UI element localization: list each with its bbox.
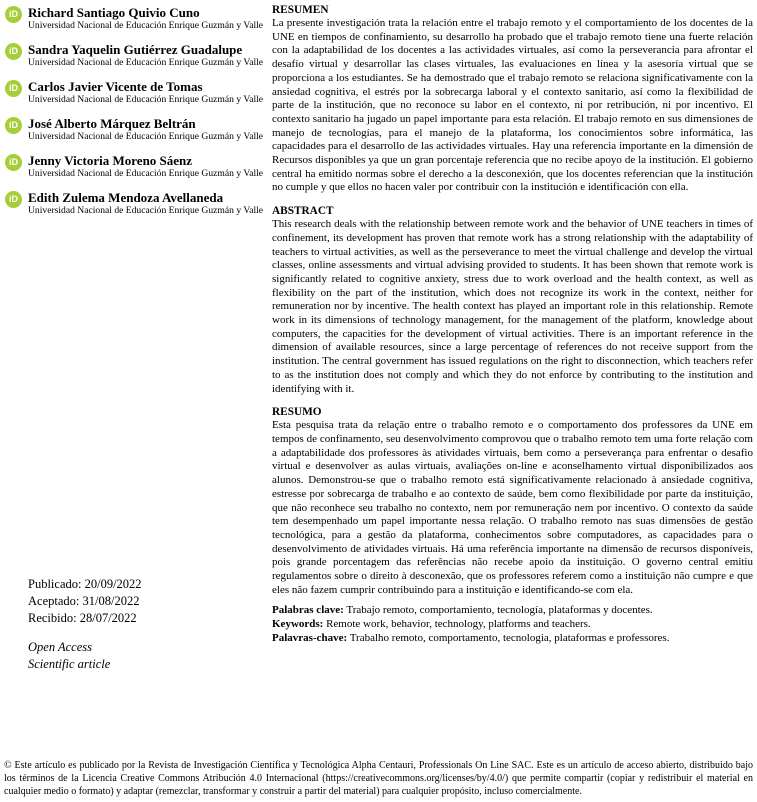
- orcid-icon[interactable]: iD: [5, 154, 22, 171]
- palabras-clave-text: Trabajo remoto, comportamiento, tecnología, plataformas y docentes.: [346, 604, 653, 617]
- keywords-block: [272, 604, 753, 645]
- palavras-chave-line: [272, 632, 753, 646]
- palavras-chave-text: Trabalho remoto, comportamento, tecnologia, plataformas e professores.: [349, 631, 670, 644]
- author-entry: [5, 6, 267, 31]
- keywords-line: [272, 618, 753, 632]
- palabras-clave-line: [272, 604, 753, 618]
- palavras-chave-label: Palavras-chave:: [272, 631, 348, 644]
- author-affiliation: Universidad Nacional de Educación Enrique Guzmán y Valle: [28, 131, 264, 142]
- abstract-heading: ABSTRACT: [272, 205, 334, 218]
- section-abstract: [272, 204, 753, 396]
- author-text: [28, 117, 263, 142]
- resumo-heading: RESUMO: [272, 406, 322, 419]
- author-text: [28, 43, 263, 68]
- author-name: Jenny Victoria Moreno Sáenz: [28, 153, 193, 168]
- abstracts-column: [272, 3, 753, 646]
- author-text: [28, 6, 263, 31]
- open-access-label: Open Access: [28, 640, 92, 654]
- published-date: Publicado: 20/09/2022: [28, 577, 142, 591]
- scientific-article-label: Scientific article: [28, 657, 111, 671]
- author-affiliation: Universidad Nacional de Educación Enrique Guzmán y Valle: [28, 20, 264, 31]
- orcid-icon[interactable]: iD: [5, 191, 22, 208]
- author-entry: [5, 80, 267, 105]
- orcid-icon[interactable]: iD: [5, 80, 22, 97]
- author-entry: [5, 117, 267, 142]
- author-list: [5, 6, 267, 216]
- section-resumen: [272, 3, 753, 195]
- author-entry: [5, 191, 267, 216]
- author-text: [28, 80, 263, 105]
- author-text: [28, 191, 263, 216]
- author-affiliation: Universidad Nacional de Educación Enrique Guzmán y Valle: [28, 168, 264, 179]
- article-dates: [28, 576, 142, 627]
- received-date: Recibido: 28/07/2022: [28, 611, 137, 625]
- section-resumo: [272, 405, 753, 597]
- resumen-body: La presente investigación trata la relación entre el trabajo remoto y el comportamiento de los docentes de la UNE en tiempos de confinamiento, su desarrollo ha probado que el trabajo remoto tiene una fuerte relación con la adaptabilidad de los docentes a las actividades virtuales, así como la perseverancia para afrontar el desafío virtual y desarrollar las clases virtuales, las evaluaciones en línea y la asesoría virtual que se proporciona a los estudiantes. Se ha demostrado que el trabajo remoto se relaciona significativamente con la ansiedad cognitiva, el estrés por la sobrecarga laboral y el contexto sanitario, así como la flexibilidad de parte de la institución, que no reconoce su labor en el contexto, ni por retribución, ni por incentivo. El contexto sanitario ha jugado un papel importante para esta relación. El trabajo remoto en sus dimensiones de manejo de tecnologías, para el manejo de la plataforma, los conocimientos sobre informática, las capacidades para el desarrollo de las actividades virtuales. Hay una referencia importante en la dimensión de Recursos disponibles ya que un gran porcentaje referencia que no recibe apoyo de la institución. El gobierno central ha emitido normas sobre el derecho a la desconexión, que los docentes referencian que la institución no cumple y que ellos no hacen valer por contribuir con la institución e identificación con ella.: [272, 17, 753, 194]
- author-text: [28, 154, 263, 179]
- article-type-block: [28, 639, 110, 673]
- author-name: Edith Zulema Mendoza Avellaneda: [28, 190, 224, 205]
- license-footer: [4, 759, 753, 799]
- license-text: © Este artículo es publicado por la Revista de Investigación Científica y Tecnológica Alpha Centauri, Professionals On Line SAC. Este es un artículo de acceso abierto, distribuido bajo los términos de la Licencia Creative Commons Atribución 4.0 Internacional (https://creativecommons.org/licenses/by/4.0/) que permite compartir (copiar y redistribuir el material en cualquier medio o formato) y adaptar (remezclar, transformar y construir a partir del material) para cualquier propósito, incluso comercialmente.: [4, 760, 753, 798]
- keywords-label: Keywords:: [272, 618, 324, 631]
- author-entry: [5, 43, 267, 68]
- keywords-text: Remote work, behavior, technology, platforms and teachers.: [326, 618, 591, 631]
- left-column: [5, 5, 267, 671]
- orcid-icon[interactable]: iD: [5, 117, 22, 134]
- resumo-body: Esta pesquisa trata da relação entre o trabalho remoto e o comportamento dos professores da UNE em tempos de confinamento, seu desenvolvimento comprovou que o trabalho remoto tem uma forte relação com a adaptabilidade dos professores às atividades virtuais, bem como a perseverança para enfrentar o desafio virtual e desenvolver as aulas virtuais, avaliações on-line e aconselhamento virtual disponibilizados aos alunos. Demonstrou-se que o trabalho remoto está significativamente relacionado à ansiedade cognitiva, estresse por sobrecarga de trabalho e ao contexto de saúde, bem como flexibilidade por parte da instituição, que não reconhece seu trabalho no contexto, nem por remuneração nem por incentivo. O contexto da saúde tem desempenhado um papel importante nessa relação. O trabalho remoto nas suas dimensões de gestão tecnológica, para a gestão da plataforma, conhecimentos sobre computadores, as capacidades para o desenvolvimento de atividades virtuais. Há uma referência importante na dimensão de recursos disponíveis, pois grande porcentagem das referências não recebe apoio da instituição. O governo central emitiu regulamentos sobre o direito à desconexão, que os professores referem como a instituição não cumpre e que eles não fazem cumprir contribuindo para a instituição e identificando-se com ela.: [272, 419, 753, 596]
- author-entry: [5, 154, 267, 179]
- palabras-clave-label: Palabras clave:: [272, 604, 344, 617]
- author-affiliation: Universidad Nacional de Educación Enrique Guzmán y Valle: [28, 94, 264, 105]
- abstract-body: This research deals with the relationship between remote work and the behavior of UNE teachers in times of confinement, its development has proven that remote work has a strong relationship with the adaptability of teachers to virtual activities, as well as the perseverance to meet the virtual challenge and develop the virtual classes, online assessments and virtual advising provided to students. It has been shown that remote work is significantly related to cognitive anxiety, stress due to work overload and the health context, as well as flexibility on the part of the institution, which does not recognize its work in the context, neither for remuneration nor by incentive. The health context has played an important role in this relationship. Remote work in its dimensions of technology management, for the management of the platform, knowledge about computers, the capacities for the development of virtual activities. There is an important reference in the dimension of available resources, since a large percentage of references do not receive support from the institution. The central government has issued regulations on the right to disconnection, which teachers refer to as the institution does not comply and which they do not enforce by contributing to the institution and identifying with it.: [272, 218, 753, 395]
- author-name: Sandra Yaquelin Gutiérrez Guadalupe: [28, 42, 243, 57]
- author-affiliation: Universidad Nacional de Educación Enrique Guzmán y Valle: [28, 57, 264, 68]
- orcid-icon[interactable]: iD: [5, 6, 22, 23]
- resumen-heading: RESUMEN: [272, 4, 329, 16]
- accepted-date: Aceptado: 31/08/2022: [28, 594, 140, 608]
- orcid-icon[interactable]: iD: [5, 43, 22, 60]
- author-name: José Alberto Márquez Beltrán: [28, 116, 196, 131]
- author-name: Carlos Javier Vicente de Tomas: [28, 79, 203, 94]
- author-affiliation: Universidad Nacional de Educación Enrique Guzmán y Valle: [28, 205, 264, 216]
- author-name: Richard Santiago Quivio Cuno: [28, 5, 200, 20]
